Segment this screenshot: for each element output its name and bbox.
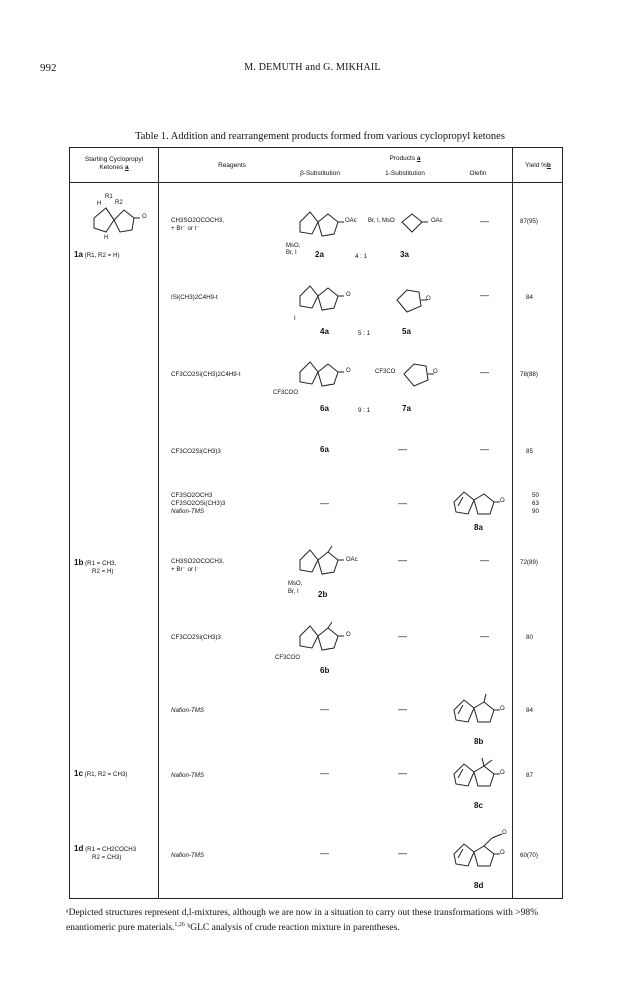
product-8d-label: 8d — [474, 881, 484, 890]
product-6b-structure — [296, 622, 356, 662]
reagent-row-4: CF3CO2Si(CH3)3 — [171, 448, 221, 455]
yield-row-5: 50 63 90 — [532, 492, 539, 515]
product-6b-label: 6b — [320, 666, 330, 675]
olefin-row-3: — — [480, 367, 489, 377]
product-2b-structure — [296, 546, 356, 586]
col-divider-reagents — [158, 148, 159, 898]
olefin-row-4: — — [480, 444, 489, 454]
product-3a-structure — [398, 210, 438, 238]
product-4a-structure — [296, 282, 356, 322]
product-6a-label: 6a — [320, 404, 329, 413]
product-8b-label: 8b — [474, 737, 484, 746]
ketone-1a-label: 1a (R1, R2 = H) — [74, 250, 120, 259]
header-products: Products a — [389, 155, 421, 162]
product-8d-o-top: O — [502, 830, 507, 836]
olefin-row-2: — — [480, 290, 489, 300]
header-yield: Yield %b — [525, 162, 551, 169]
product-2a-structure — [296, 208, 356, 248]
header-starting: Starting Cyclopropyl Ketones a — [84, 156, 144, 171]
product-row-4-beta: 6a — [320, 445, 329, 454]
product-4a-i: I — [294, 316, 296, 322]
ketone-1a-r1-label: R1 — [105, 194, 113, 200]
header-divider — [70, 182, 562, 183]
product-7a-label: 7a — [402, 404, 411, 413]
yield-row-8: 84 — [526, 707, 533, 714]
yield-row-7: 80 — [526, 634, 533, 641]
reagent-row-3: CF3CO2Si(CH3)2C4H9-t — [171, 371, 241, 378]
product-8a-label: 8a — [474, 523, 483, 532]
ketone-1a-h2-label: H — [104, 235, 109, 241]
reagent-row-7: CF3CO2Si(CH3)3 — [171, 634, 221, 641]
product-8a-o: O — [500, 498, 505, 504]
product-4a-label: 4a — [320, 327, 329, 336]
product-3a-label: 3a — [400, 250, 409, 259]
sub1-row-5: — — [398, 498, 407, 508]
sub1-row-8: — — [398, 704, 407, 714]
olefin-row-6: — — [480, 555, 489, 565]
product-2b-mso: MsO, — [288, 581, 303, 587]
yield-row-4: 85 — [526, 448, 533, 455]
product-2b-br-i: Br, I — [288, 589, 299, 595]
product-3a-br-i-mso: Br, I, MsO — [368, 218, 395, 224]
product-6a-structure — [296, 358, 356, 398]
ketone-1a-structure — [84, 198, 144, 248]
product-5a-label: 5a — [402, 327, 411, 336]
yield-row-2: 84 — [526, 294, 533, 301]
products-table — [69, 147, 563, 899]
ketone-1c-label: 1c (R1, R2 = CH3) — [74, 769, 128, 778]
product-2a-oac: OAc — [345, 218, 357, 224]
sub1-row-10: — — [398, 848, 407, 858]
col-divider-yield — [512, 148, 513, 898]
ketone-1d-label: 1d (R1 = CH2COCH3 R2 = CH3) — [74, 844, 137, 861]
yield-row-3: 78(88) — [520, 371, 538, 378]
ratio-row-1: 4 : 1 — [355, 253, 368, 260]
product-2b-oac: OAc — [346, 557, 358, 563]
product-2a-br-i: Br, I — [286, 250, 297, 256]
product-6b-o: O — [346, 632, 351, 638]
product-2a-label: 2a — [315, 250, 324, 259]
olefin-row-7: — — [480, 631, 489, 641]
olefin-row-1: — — [480, 216, 489, 226]
product-8a-structure — [450, 486, 510, 522]
ketone-1a-r2-label: R2 — [115, 200, 123, 206]
sub1-row-4: — — [398, 444, 407, 454]
product-3a-oac: OAc — [431, 218, 443, 224]
product-7a-structure — [400, 360, 440, 390]
beta-row-8: — — [320, 704, 329, 714]
product-8c-structure — [450, 756, 510, 796]
product-7a-cf3co: CF3CO — [375, 369, 396, 375]
header-1-substitution: 1-Substitution — [385, 170, 425, 177]
yield-row-9: 87 — [526, 772, 533, 779]
header-olefin: Olefin — [469, 170, 487, 177]
ketone-1a-o-label: O — [142, 214, 147, 220]
yield-row-10: 60(70) — [520, 852, 538, 859]
header-reagents: Reagents — [218, 162, 246, 169]
ketone-1b-label: 1b (R1 = CH3, R2 = H) — [74, 558, 117, 575]
reagent-row-5: CF3SO2OCH3 CF3SO2OSi(CH3)3 Nafion-TMS — [171, 492, 226, 515]
product-7a-o: O — [433, 369, 438, 375]
reagent-row-2: ISi(CH3)2C4H9-t — [171, 294, 218, 301]
product-5a-o: O — [426, 296, 431, 302]
beta-row-10: — — [320, 848, 329, 858]
sub1-row-7: — — [398, 631, 407, 641]
ketone-1a-h-label: H — [97, 201, 102, 207]
product-8c-o: O — [500, 770, 505, 776]
reagent-row-6: CH3SO2OCOCH3, + Br⁻ or I⁻ — [171, 558, 224, 573]
product-4a-o: O — [346, 292, 351, 298]
page-number: 992 — [40, 62, 57, 74]
product-8b-o: O — [500, 706, 505, 712]
sub1-row-9: — — [398, 768, 407, 778]
product-8c-label: 8c — [474, 801, 483, 810]
product-6b-cf3coo: CF3COO — [275, 655, 301, 661]
product-2a-mso: MsO, — [286, 243, 301, 249]
table-caption: Table 1. Addition and rearrangement products formed from various cyclopropyl ketones — [135, 131, 505, 142]
product-6a-o: O — [346, 368, 351, 374]
reagent-row-9: Nafion-TMS — [171, 772, 205, 779]
reagent-row-1: CH3SO2OCOCH3, + Br⁻ or I⁻ — [171, 217, 224, 232]
reagent-row-8: Nafion-TMS — [171, 707, 205, 714]
ratio-row-2: 5 : 1 — [358, 330, 371, 337]
reagent-row-10: Nafion-TMS — [171, 852, 205, 859]
yield-row-1: 87(95) — [520, 218, 538, 225]
table-footnote: ᵃDepicted structures represent d,l-mixtures, although we are now in a situation to carry out these transformations with >98% enantiomeric pure materials.$^{1,26}$ ᵇGLC analysis of crude reaction mixture in parentheses. — [66, 908, 539, 934]
running-head: M. DEMUTH and G. MIKHAIL — [244, 62, 381, 73]
beta-row-5: — — [320, 498, 329, 508]
product-8b-structure — [450, 692, 510, 732]
header-beta-substitution: β-Substitution — [300, 170, 340, 177]
yield-row-6: 72(89) — [520, 559, 538, 566]
sub1-row-6: — — [398, 555, 407, 565]
ratio-row-3: 9 : 1 — [358, 407, 371, 414]
product-8d-o: O — [500, 850, 505, 856]
product-6a-cf3coo: CF3COO — [273, 390, 299, 396]
beta-row-9: — — [320, 768, 329, 778]
product-2b-label: 2b — [318, 590, 328, 599]
